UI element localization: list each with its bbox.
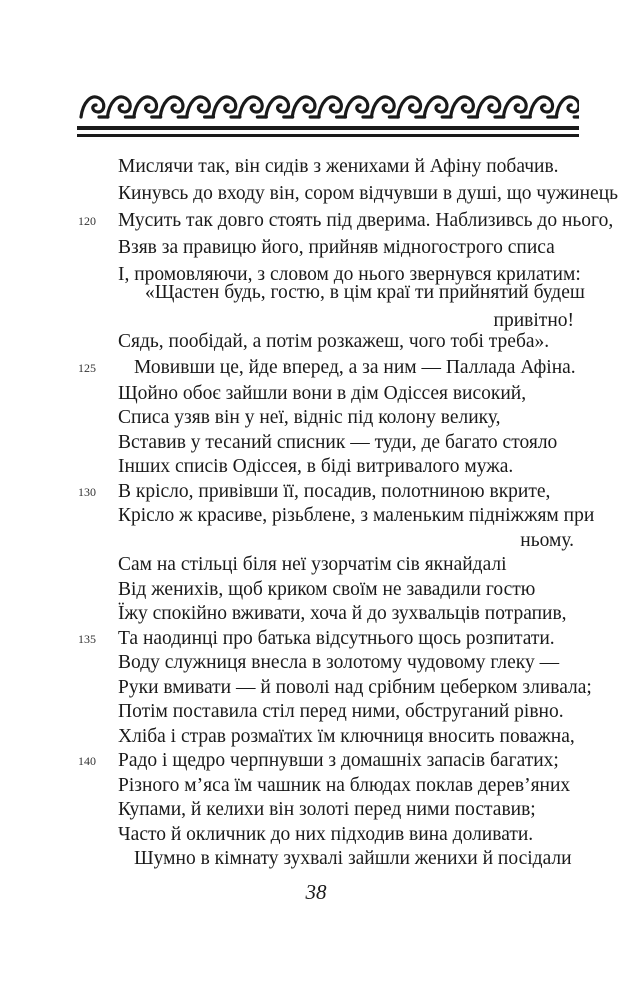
wave-scroll — [503, 97, 530, 117]
wave-scroll — [319, 97, 346, 117]
verse-line: «Щастен будь, гостю, в цім краї ти прийнятий будеш — [145, 282, 585, 303]
greek-wave-ornament — [77, 88, 579, 142]
wave-scroll — [266, 97, 293, 117]
verse-line: Їжу спокійно вживати, хоча й до зухвальців потрапив, — [118, 603, 567, 624]
verse-line: Крісло ж красиве, різьблене, з маленьким підніжжям при — [118, 505, 595, 526]
verse-line: Мовивши це, йде вперед, а за ним — Паллада Афіна. — [134, 357, 576, 378]
verse-line: Купами, й келихи він золоті перед ними поставив; — [118, 799, 536, 820]
verse-line: Хліба і страв розмаїтих їм ключниця вносить поважна, — [118, 726, 575, 747]
wave-scroll — [134, 97, 161, 117]
wave-scroll — [371, 97, 398, 117]
verse-line: Мусить так довго стоять під дверима. Наблизивсь до нього, — [118, 210, 614, 231]
verse-line: В крісло, привівши її, посадив, полотниною вкрите, — [118, 481, 551, 502]
wave-scroll — [187, 97, 214, 117]
verse-line: Часто й окличник до них підходив вина доливати. — [118, 824, 534, 845]
wave-scroll — [398, 97, 425, 117]
wave-scroll — [530, 97, 557, 117]
wave-scroll — [556, 97, 579, 117]
verse-line: Та наодинці про батька відсутнього щось розпитати. — [118, 628, 555, 649]
wave-scroll — [477, 97, 504, 117]
wave-scroll — [81, 97, 108, 117]
line-number: 125 — [78, 361, 96, 375]
verse-line: Радо і щедро черпнувши з домашніх запасів багатих; — [118, 750, 559, 771]
wave-scroll — [107, 97, 134, 117]
wave-scroll — [424, 97, 451, 117]
wave-scroll — [292, 97, 319, 117]
wave-scroll — [451, 97, 478, 117]
verse-line: Шумно в кімнату зухвалі зайшли женихи й посідали — [134, 848, 572, 869]
verse-line: Сам на стільці біля неї узорчатім сів якнайдалі — [118, 554, 507, 575]
verse-line: Взяв за правицю його, прийняв мідногострого списа — [118, 237, 555, 258]
verse-line: Сядь, пообідай, а потім розкажеш, чого тобі треба». — [118, 331, 550, 352]
verse-line-continuation: ньому. — [520, 530, 574, 551]
verse-line-continuation: привітно! — [493, 310, 574, 331]
wave-scroll — [345, 97, 372, 117]
wave-scroll — [239, 97, 266, 117]
verse-line: Різного м’яса їм чашник на блюдах поклав дерев’яних — [118, 775, 571, 796]
line-number: 130 — [78, 485, 96, 499]
verse-line: Інших списів Одіссея, в біді витривалого мужа. — [118, 456, 514, 477]
verse-line: Воду служниця внесла в золотому чудовому глеку — — [118, 652, 560, 673]
wave-scroll — [160, 97, 187, 117]
verse-line: Мислячи так, він сидів з женихами й Афіну побачив. — [118, 156, 559, 177]
verse-line: Потім поставила стіл перед ними, обструганий рівно. — [118, 701, 564, 722]
verse-line: Від женихів, щоб криком своїм не завадили гостю — [118, 579, 536, 600]
page-number: 38 — [305, 880, 327, 904]
verse-line: Списа узяв він у неї, відніс під колону велику, — [118, 407, 501, 428]
wave-scroll — [213, 97, 240, 117]
verse-line: Щойно обоє зайшли вони в дім Одіссея високий, — [118, 383, 527, 404]
verse-line: І, промовляючи, з словом до нього звернувся крилатим: — [118, 264, 581, 285]
verse-line: Кинувсь до входу він, сором відчувши в душі, що чужинець — [118, 183, 619, 204]
line-number: 120 — [78, 214, 96, 228]
line-number: 135 — [78, 632, 96, 646]
line-number: 140 — [78, 754, 96, 768]
verse-line: Руки вмивати — й поволі над срібним цеберком зливала; — [118, 677, 592, 698]
verse-line: Вставив у тесаний списник — туди, де багато стояло — [118, 432, 558, 453]
